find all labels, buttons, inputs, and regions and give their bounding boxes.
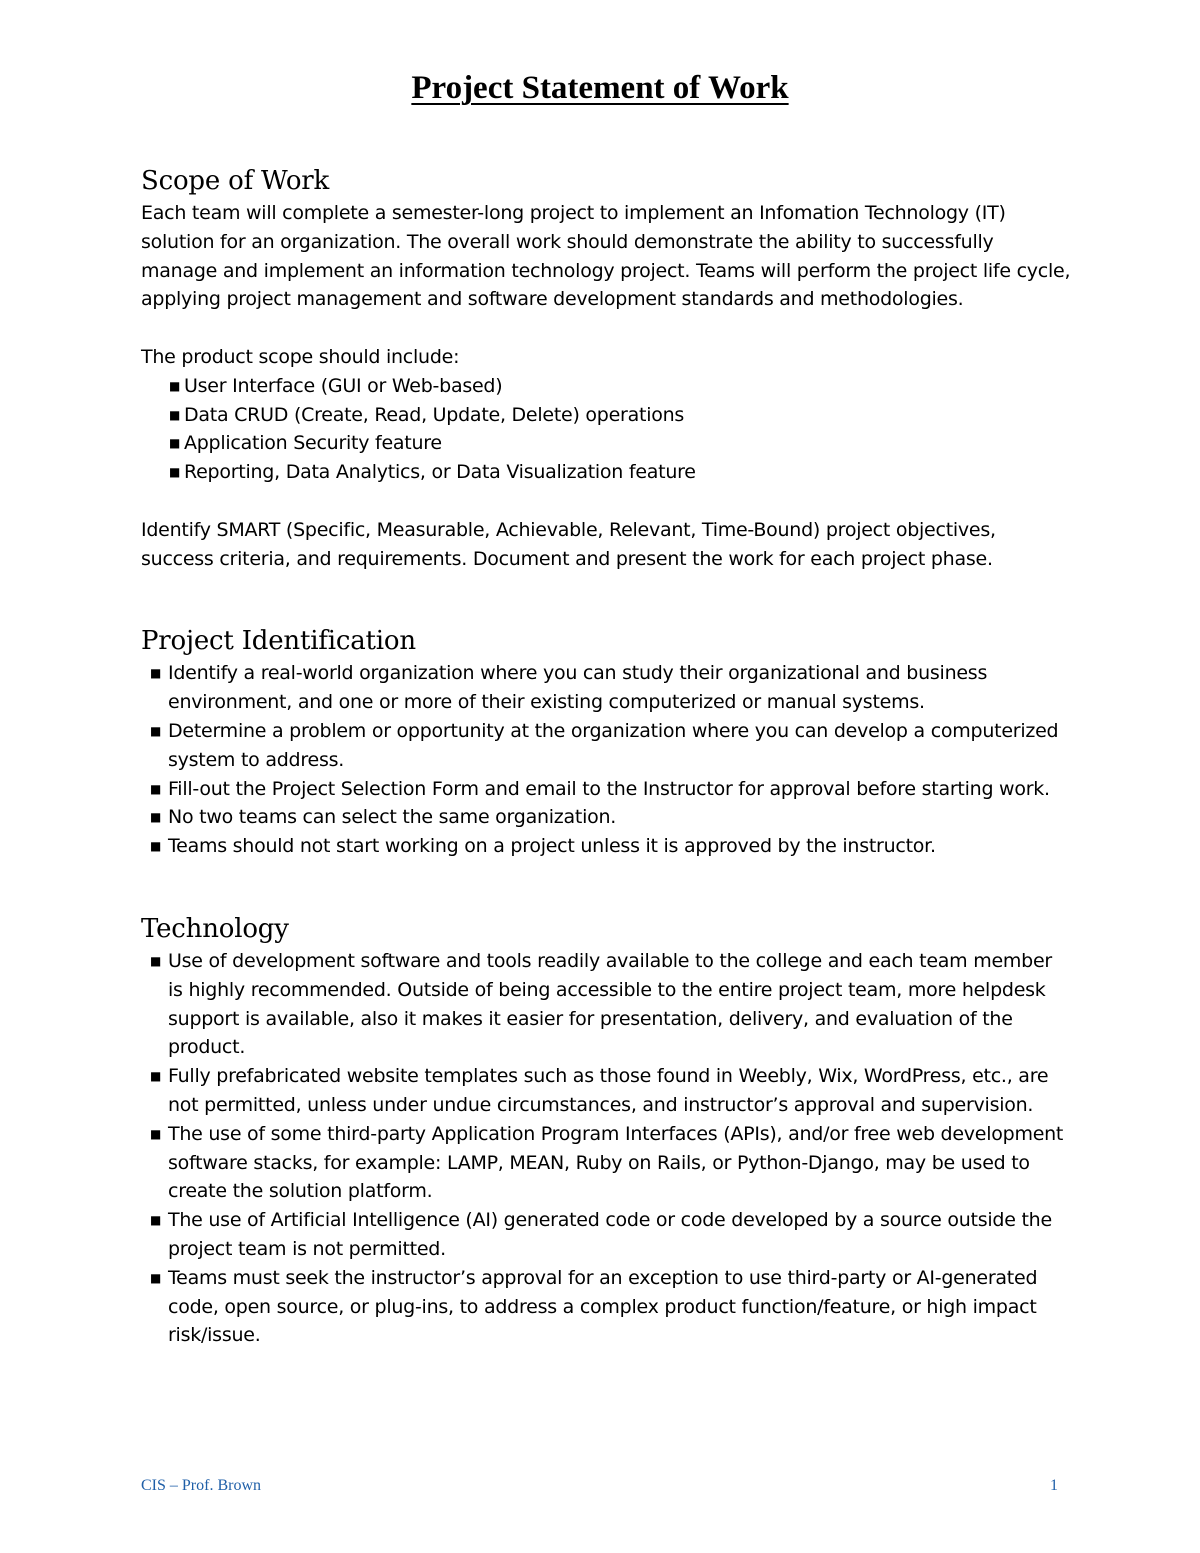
square-bullet-icon: ■ [150,666,162,681]
list-item: ■ User Interface (GUI or Web-based) [141,372,1071,401]
page-number: 1 [1050,1477,1058,1494]
list-item: ■ Fill-out the Project Selection Form and email to the Instructor for approval before starting work. [141,775,1071,804]
square-bullet-icon: ■ [150,839,162,854]
project-identification-section [141,623,1071,861]
list-item: ■ Determine a problem or opportunity at the organization where you can develop a computerized system to address. [141,717,1071,775]
list-item: ■ Application Security feature [141,429,1071,458]
square-bullet-icon: ■ [150,1270,162,1285]
square-bullet-icon: ■ [150,1126,162,1141]
list-item: ■ The use of Artificial Intelligence (AI) generated code or code developed by a source outside the project team is not permitted. [141,1206,1071,1264]
list-item: ■ Teams should not start working on a project unless it is approved by the instructor. [141,832,1071,861]
square-bullet-icon: ■ [150,1069,162,1084]
identification-heading: Project Identification [141,626,416,657]
list-item: ■ The use of some third-party Application Program Interfaces (APIs), and/or free web development software stacks, for example: LAMP, MEAN, Ruby on Rails, or Python-Django, may be used to create the solution platform. [141,1120,1071,1206]
scope-of-work-section [141,163,1071,573]
square-bullet-icon: ■ [169,465,181,480]
list-item: ■ Fully prefabricated website templates such as those found in Weebly, Wix, WordPress, etc., are not permitted, unless under undue circumstances, and instructor’s approval and supervision. [141,1062,1071,1120]
list-item: ■ Identify a real-world organization where you can study their organizational and business environment, and one or more of their existing computerized or manual systems. [141,659,1071,717]
square-bullet-icon: ■ [150,723,162,738]
list-item: ■ Use of development software and tools readily available to the college and each team member is highly recommended. Outside of being accessible to the entire project team, more helpdesk support is available, also it makes it easier for presentation, delivery, and evaluation of the product. [141,947,1071,1062]
footer-course-label: CIS – Prof. Brown [141,1477,262,1494]
list-item: ■ Data CRUD (Create, Read, Update, Delete) operations [141,401,1071,430]
scope-heading: Scope of Work [141,166,330,196]
technology-heading: Technology [141,913,289,944]
list-item: ■ Teams must seek the instructor’s approval for an exception to use third-party or AI-generated code, open source, or plug-ins, to address a complex product function/feature, or high impact risk/issue. [141,1264,1071,1350]
technology-section [141,911,1071,1350]
scope-intro-paragraph: Each team will complete a semester-long project to implement an Infomation Technology (IT) solution for an organization. The overall work should demonstrate the ability to successfully manage and implement an information technology project. Teams will perform the project life cycle, applying project management and software development standards and methodologies. [141,202,1071,311]
square-bullet-icon: ■ [169,436,181,451]
square-bullet-icon: ■ [169,407,181,422]
square-bullet-icon: ■ [150,810,162,825]
document-body [141,163,1071,1350]
square-bullet-icon: ■ [150,781,162,796]
product-scope-list [141,372,1071,487]
square-bullet-icon: ■ [150,1213,162,1228]
identification-list [141,659,1071,861]
list-item: ■ Reporting, Data Analytics, or Data Visualization feature [141,458,1071,487]
list-item: ■ No two teams can select the same organization. [141,803,1071,832]
square-bullet-icon: ■ [150,953,162,968]
technology-list [141,947,1071,1350]
product-scope-label: The product scope should include: [141,345,460,368]
square-bullet-icon: ■ [169,378,181,393]
page-title: Project Statement of Work [411,70,789,106]
smart-paragraph: Identify SMART (Specific, Measurable, Achievable, Relevant, Time-Bound) project objectives, success criteria, and requirements. Document and present the work for each project phase. [141,518,996,570]
